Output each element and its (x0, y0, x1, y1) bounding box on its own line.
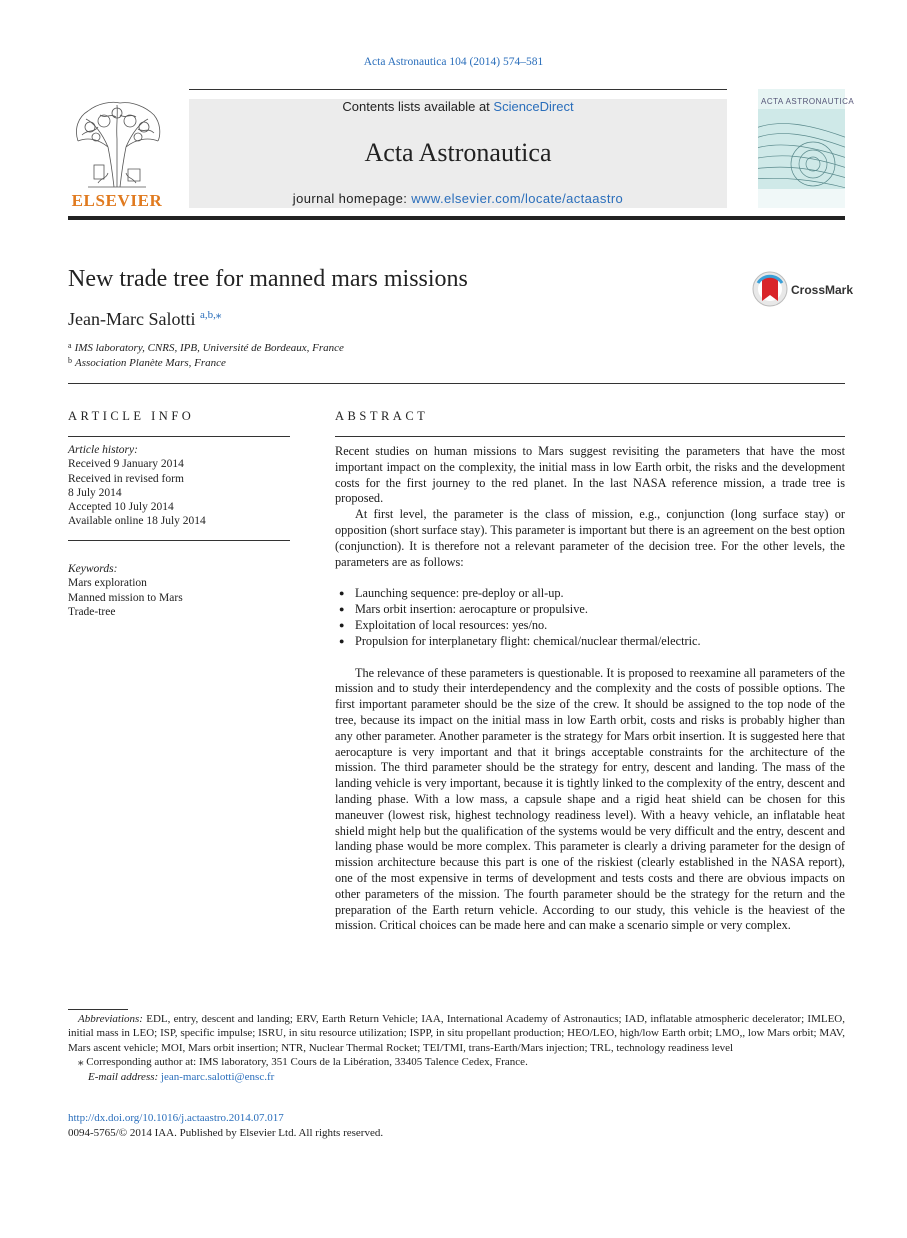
journal-cover-image (758, 89, 845, 208)
history-item: Accepted 10 July 2014 (68, 501, 174, 514)
footnotes (68, 1012, 845, 1084)
keywords (68, 562, 290, 619)
author-marks: a,b, (199, 309, 216, 321)
journal-homepage (189, 191, 727, 206)
keywords-label: Keywords: (68, 563, 118, 575)
cover-title: ACTA ASTRONAUTICA (761, 97, 855, 106)
history-item: 8 July 2014 (68, 486, 122, 499)
keyword-item: Mars exploration (68, 577, 147, 590)
list-item: ● Propulsion for interplanetary flight: chemical/nuclear thermal/electric. (355, 634, 845, 650)
header-bottom-rule (68, 216, 845, 220)
history-item: Received in revised form (68, 472, 184, 485)
author-affiliation-marks[interactable] (200, 309, 221, 321)
article-info-rule (68, 436, 290, 437)
affiliation-b (68, 356, 226, 369)
abstract-body (335, 444, 845, 934)
history-label: Article history: (68, 444, 138, 456)
elsevier-wordmark: ELSEVIER (71, 191, 163, 210)
abstract-rule (335, 436, 845, 437)
affiliation-a-text: IMS laboratory, CNRS, IPB, Université de Bordeaux, France (74, 342, 344, 354)
affiliation-b-text: Association Planète Mars, France (75, 357, 226, 369)
article-title: New trade tree for manned mars missions (68, 266, 468, 292)
list-item: ● Exploitation of local resources: yes/no. (355, 618, 845, 634)
email-link[interactable]: jean-marc.salotti@ensc.fr (160, 1070, 275, 1083)
abbreviations-label: Abbreviations: (78, 1013, 143, 1025)
doi-link[interactable]: http://dx.doi.org/10.1016/j.actaastro.2014.07.017 (68, 1112, 284, 1124)
keywords-rule (68, 540, 290, 541)
crossmark-label[interactable]: CrossMark (791, 283, 854, 297)
email-label: E-mail address: (88, 1070, 159, 1083)
abstract-paragraph: The relevance of these parameters is questionable. It is proposed to reexamine all parameters of the mission and to study their interdependency and the complexity and the costs of possible options. The first important parameter should be the size of the crew. It should be assigned to the top node of the tree, because its impact on the initial mass in low Earth orbit, costs and risks is probably higher than any other parameter. Another parameter is the strategy for Mars orbit insertion. It is suggested here that aerocapture is very important and that it brings acceptable constraints for the architecture of the mission. The third parameter should be the strategy for entry, descent and landing. The mass of the landing vehicle is very important, because it is tightly linked to the complexity of the entry, descent and landing phase. With a low mass, a capsule shape and a rigid heat shield can be chosen for this maneuver (lowest risk, highest technology readiness level). With a heavy vehicle, an inflatable heat shield might help but the qualification of the systems would be very difficult and the entry, descent and landing phase would be more complex. This parameter is clearly a driving parameter for the design of mission architecture because this part is one of the riskiest (clearly established in the NASA report), one of the most expensive in terms of development and tests costs and there are obvious impacts on other parameters of the mission. The fourth parameter should be the strategy for the return and the preparation of the Earth return vehicle. According to our study, this vehicle is the heaviest of the mission. Critical choices can be made here and can make a scenario simple or very complex. (335, 665, 845, 933)
affiliation-b-mark: b (68, 356, 72, 365)
article-info-heading: ARTICLE INFO (68, 409, 195, 423)
list-item: ● Mars orbit insertion: aerocapture or propulsive. (355, 602, 845, 618)
history-item: Received 9 January 2014 (68, 458, 184, 471)
author-text[interactable]: Jean-Marc Salotti (68, 309, 196, 329)
abstract-paragraph: At first level, the parameter is the class of mission, e.g., conjunction (long surface stay) or opposition (short surface stay). This parameter is important but there is an agreement on the best option (conjunction). It is therefore not a relevant parameter of the decision tree. For the other levels, the parameters are as follows: (335, 507, 845, 569)
affiliation-a-mark: a (68, 341, 72, 350)
header-top-rule (189, 89, 727, 90)
journal-name: Acta Astronautica (364, 138, 552, 167)
corresponding-star: ⁎ (215, 309, 222, 321)
contents-line (189, 99, 727, 114)
copyright: 0094-5765/© 2014 IAA. Published by Elsevier Ltd. All rights reserved. (68, 1127, 384, 1139)
contents-prefix: Contents lists available at (342, 99, 494, 114)
homepage-prefix: journal homepage: (292, 191, 412, 206)
author-name (68, 308, 221, 330)
crossmark-icon[interactable] (752, 271, 788, 307)
history-item: Available online 18 July 2014 (68, 515, 206, 528)
abstract-paragraph: Recent studies on human missions to Mars suggest revisiting the parameters that have the most important impact on the complexity, the initial mass in low Earth orbit, the risks and the development costs for the first journey to the red planet. In the last NASA reference mission, a trade tree is proposed. (335, 444, 845, 506)
footnote-rule (68, 1009, 128, 1010)
abstract-heading: ABSTRACT (335, 409, 429, 423)
affiliation-a (68, 341, 344, 354)
sciencedirect-link[interactable]: ScienceDirect (493, 99, 574, 114)
abbreviations-text: EDL, entry, descent and landing; ERV, Earth Return Vehicle; IAA, International Academy of Astronautics; IAD, inflatable atmospheric decelerator; IMLEO, initial mass in LEO; ISP, specific impulse; ISRU, in situ resource utilization; ISPP, in situ propellant production; HEO/LEO, high/low Earth orbit; LMO,, low Mars orbit; MAV, Mars ascent vehicle; MOI, Mars orbit insertion; NTR, Nuclear Thermal Rocket; TEI/TMI, trans-Earth/Mars injection; TRL, technology readiness level (68, 1013, 845, 1054)
title-block-rule (68, 383, 845, 384)
journal-citation[interactable]: Acta Astronautica 104 (2014) 574–581 (363, 56, 544, 68)
keyword-item: Manned mission to Mars (68, 591, 183, 604)
keyword-item: Trade-tree (68, 605, 116, 618)
list-item: ● Launching sequence: pre-deploy or all-up. (355, 586, 845, 602)
article-history (68, 443, 290, 529)
corresponding-author: ⁎ Corresponding author at: IMS laboratory, 351 Cours de la Libération, 33405 Talence Cedex, France. (78, 1056, 528, 1069)
homepage-link[interactable]: www.elsevier.com/locate/actaastro (411, 191, 624, 206)
parameter-list (335, 586, 845, 649)
